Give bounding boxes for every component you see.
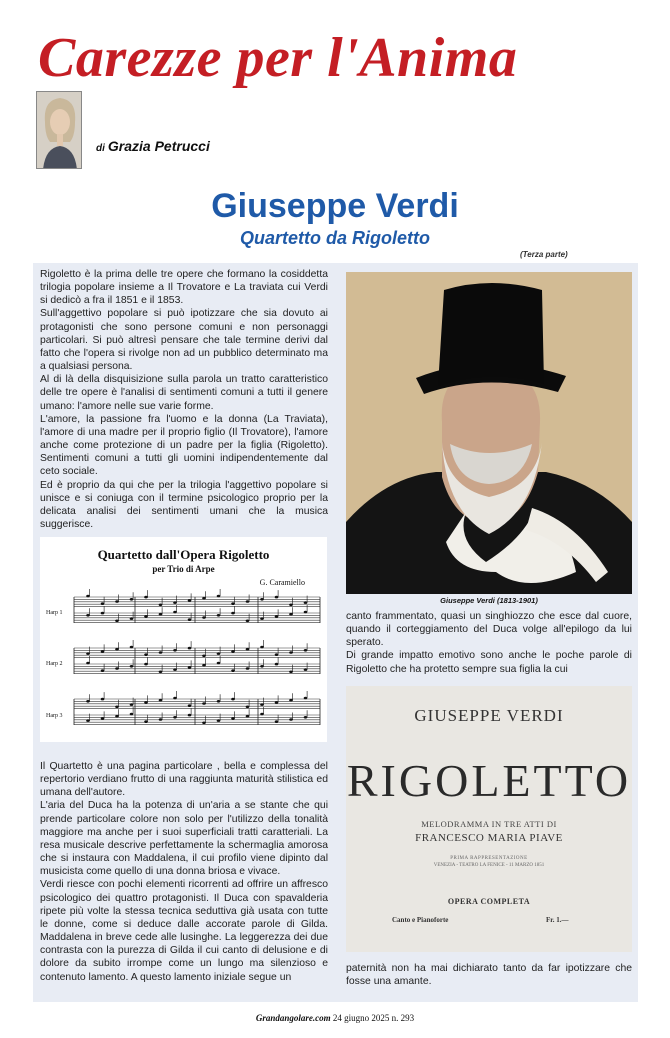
author-photo: [36, 91, 82, 169]
note-head: [188, 666, 192, 669]
note-head: [217, 652, 221, 655]
cover-price: Fr. 1.—: [546, 916, 569, 924]
note-head: [289, 651, 293, 654]
note-head: [159, 718, 163, 721]
cover-edition: OPERA COMPLETA: [447, 897, 531, 906]
note-head: [202, 616, 206, 619]
note-head: [159, 604, 163, 607]
author-byline: [96, 138, 210, 154]
note-head: [101, 717, 105, 720]
score-composer: G. Caramiello: [259, 578, 305, 587]
note-head: [304, 668, 308, 671]
note-head: [159, 651, 163, 654]
cover-libretto-line: MELODRAMMA IN TRE ATTI DI: [421, 819, 557, 829]
note-head: [130, 598, 134, 601]
note-head: [101, 650, 105, 653]
note-head: [101, 602, 105, 605]
note-head: [231, 650, 235, 653]
note-head: [144, 615, 148, 618]
note-head: [217, 662, 221, 665]
score-title: Quartetto dall'Opera Rigoletto: [97, 547, 270, 562]
paragraph: Rigoletto è la prima delle tre opere che formano la cosiddetta trilogia popolare insieme a Il Trovatore e La traviata cui Verdi si dedicò a fra il 1851 e il 1853.: [40, 269, 328, 307]
note-head: [231, 717, 235, 720]
score-subtitle: per Trio di Arpe: [152, 564, 215, 574]
article-subtitle: Quartetto da Rigoletto: [240, 228, 430, 248]
text-column-right-mid: [346, 610, 632, 676]
text-column-left-bottom: [40, 760, 328, 984]
note-head: [246, 648, 250, 651]
note-head: [260, 703, 264, 706]
note-head: [217, 700, 221, 703]
note-head: [173, 697, 177, 700]
note-head: [173, 611, 177, 614]
note-head: [202, 702, 206, 705]
verdi-portrait-image: [346, 272, 632, 594]
paragraph: L'amore, la passione fra l'uomo e la donna (La Traviata), l'amore di una madre per il proprio figlio (Il Trovatore), l'amore anche come protezione di un padre per la figlia (Rigoletto). Sentimenti comuni a tutti gli uomini indipendentemente dal ceto sociale.: [40, 413, 328, 478]
note-head: [188, 647, 192, 650]
note-head: [130, 703, 134, 706]
rigoletto-cover-image: [346, 686, 632, 952]
note-head: [115, 620, 119, 623]
part-label: (Terza parte): [520, 250, 568, 259]
cover-instrumentation: Canto e Pianoforte: [392, 916, 449, 924]
note-head: [275, 615, 279, 618]
note-head: [231, 698, 235, 701]
note-head: [144, 663, 148, 666]
note-head: [115, 667, 119, 670]
cover-librettist: FRANCESCO MARIA PIAVE: [415, 832, 563, 844]
note-head: [101, 612, 105, 615]
note-head: [144, 596, 148, 599]
footer-issue: 24 giugno 2025 n. 293: [332, 1013, 415, 1023]
note-head: [275, 701, 279, 704]
note-head: [246, 706, 250, 709]
note-head: [304, 611, 308, 614]
note-head: [217, 719, 221, 722]
note-head: [289, 718, 293, 721]
note-head: [130, 617, 134, 620]
note-head: [289, 671, 293, 674]
note-head: [246, 715, 250, 718]
paragraph: Al di là della disquisizione sulla parola un tratto caratteristico delle tre opere è l'analisi di sentimenti comuni a tutti il genere umano: l'amore nelle sue varie forme.: [40, 374, 328, 412]
note-head: [144, 701, 148, 704]
paragraph: Il Quartetto è una pagina particolare , bella e complessa del repertorio verdiano frutto di una raggiunta maturità stilistica ed umana dell'autore.: [40, 761, 328, 799]
note-head: [260, 617, 264, 620]
note-head: [144, 653, 148, 656]
note-head: [159, 699, 163, 702]
note-head: [275, 596, 279, 599]
cover-title: RIGOLETTO: [346, 755, 632, 806]
note-head: [144, 720, 148, 723]
paragraph: L'aria del Duca ha la potenza di un'aria a se stante che qui prende particolare colore non solo per l'utilizzo della tonalità maggiore ma anche per i suoi superficiali tratti caratteriali. La resa musicale descrive perfettamente la schermaglia amorosa che si instaura con Maddalena, il cui profilo viene dipinto dal musicista come quello di una donna briosa e vivace.: [40, 800, 328, 878]
note-head: [188, 618, 192, 621]
note-head: [159, 671, 163, 674]
text-column-left-top: [40, 268, 328, 531]
note-head: [173, 649, 177, 652]
note-head: [188, 714, 192, 717]
note-head: [86, 700, 90, 703]
note-head: [86, 595, 90, 598]
note-head: [304, 716, 308, 719]
article-title: Giuseppe Verdi: [211, 187, 459, 225]
magazine-title: Carezze per l'Anima: [38, 27, 518, 89]
note-head: [260, 646, 264, 649]
note-head: [86, 662, 90, 665]
note-head: [115, 648, 119, 651]
cover-premiere-label: PRIMA RAPPRESENTAZIONE: [450, 856, 528, 861]
note-head: [130, 665, 134, 668]
note-head: [115, 706, 119, 709]
note-head: [275, 653, 279, 656]
paragraph: Ed è proprio da qui che per la trilogia l'aggettivo popolare si unisce e si coniuga con il termine psicologico proprio per la delicata analisi dei sentimenti umani che la musica suggerisce.: [40, 479, 328, 530]
note-head: [246, 620, 250, 623]
note-head: [173, 716, 177, 719]
paragraph: Verdi riesce con pochi elementi ricorrenti ad offrire un affresco psicologico dei quattro protagonisti. Il Duca con spavalderia ripete più volte la stessa tecnica seduttiva già usata con tutte le donne, come si deduce dalle accorate parole di Gilda. Maddalena in breve cede alle lusinghe. La leggerezza dei due contrasta con la purezza di Gilda il cui canto di delusione e di dolore da subito irrompe come un lungo ma silenzioso e contenuto lamento. A questo lamento iniziale segue un: [40, 879, 328, 983]
note-head: [217, 595, 221, 598]
note-head: [202, 664, 206, 667]
note-head: [202, 722, 206, 725]
paragraph: canto frammentato, quasi un singhiozzo che esce dal cuore, quando il corteggiamento del Duca volge all'epilogo da lui sperato.: [346, 611, 632, 649]
note-head: [86, 652, 90, 655]
note-head: [289, 613, 293, 616]
score-image: [40, 537, 327, 742]
page-footer: [0, 1013, 670, 1023]
note-head: [275, 720, 279, 723]
text-column-right-bottom: [346, 962, 632, 988]
cover-premiere-place: VENEZIA - TEATRO LA FENICE - 11 MARZO 1851: [433, 863, 545, 868]
note-head: [260, 598, 264, 601]
footer-site: Grandangolare.com: [255, 1013, 331, 1023]
paragraph: Sull'aggettivo popolare si può ipotizzare che sia dovuto ai protagonisti che sono persone comuni e non personaggi particolari. Si può altresì pensare che tale termine derivi dal fatto che l'opera si rivolge non ad un pubblico determinato ma a qualsiasi persona.: [40, 308, 328, 373]
note-head: [130, 646, 134, 649]
paragraph: Di grande impatto emotivo sono anche le poche parole di Rigoletto che ha protetto sempre sua figlia la cui: [346, 650, 632, 675]
staff-label: Harp 3: [46, 713, 63, 719]
note-head: [202, 655, 206, 658]
note-head: [159, 613, 163, 616]
note-head: [304, 601, 308, 604]
note-head: [231, 602, 235, 605]
note-head: [86, 719, 90, 722]
note-head: [188, 704, 192, 707]
note-head: [101, 698, 105, 701]
paragraph: paternità non ha mai dichiarato tanto da far ipotizzare che fosse una amante.: [346, 963, 632, 988]
note-head: [231, 669, 235, 672]
note-head: [246, 667, 250, 670]
note-head: [202, 597, 206, 600]
note-head: [86, 614, 90, 617]
author-prefix: di: [96, 143, 105, 154]
note-head: [101, 669, 105, 672]
note-head: [188, 599, 192, 602]
note-head: [246, 600, 250, 603]
note-head: [231, 612, 235, 615]
note-head: [275, 663, 279, 666]
verdi-portrait-icon: [346, 272, 632, 594]
staff-label: Harp 2: [46, 661, 63, 667]
note-head: [115, 600, 119, 603]
note-head: [217, 614, 221, 617]
note-head: [260, 665, 264, 668]
note-head: [173, 601, 177, 604]
note-head: [115, 715, 119, 718]
cover-composer: GIUSEPPE VERDI: [414, 706, 564, 725]
author-name: Grazia Petrucci: [107, 138, 210, 154]
note-head: [289, 699, 293, 702]
note-head: [304, 697, 308, 700]
note-head: [130, 713, 134, 716]
note-head: [289, 604, 293, 607]
score-staves: [40, 537, 327, 742]
note-head: [304, 649, 308, 652]
note-head: [173, 668, 177, 671]
note-head: [260, 713, 264, 716]
staff-label: Harp 1: [46, 610, 63, 616]
author-portrait-icon: [37, 92, 82, 169]
portrait-caption: Giuseppe Verdi (1813-1901): [440, 596, 538, 605]
